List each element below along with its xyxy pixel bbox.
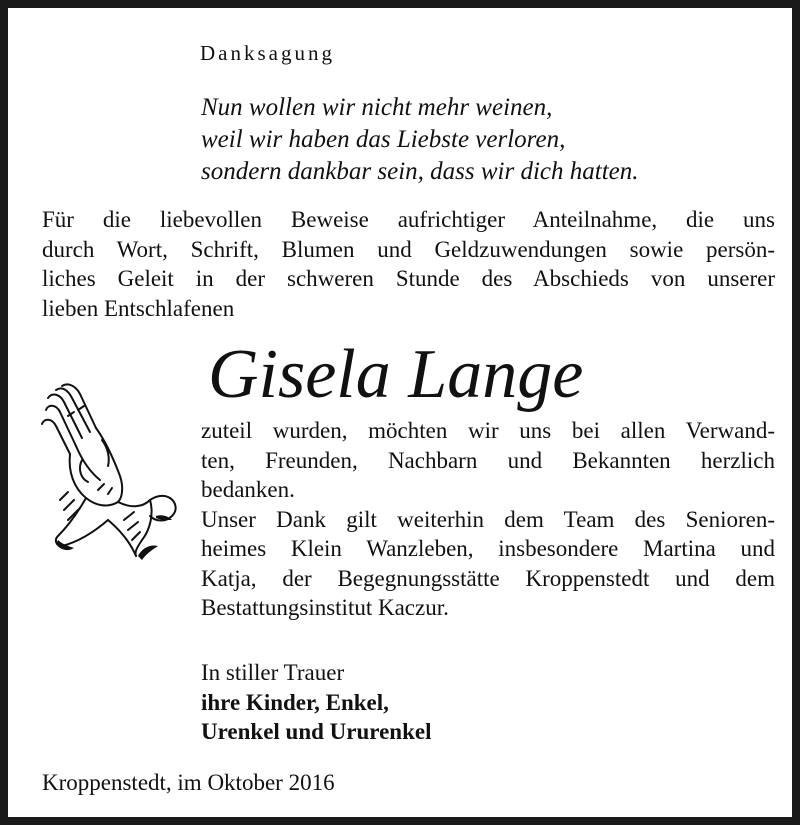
poem: [201, 92, 639, 188]
deceased-name: Gisela Lange: [208, 336, 584, 413]
thanks-line: Unser Dank gilt weiterhin dem Team des Senioren-: [201, 506, 775, 532]
intro-line: durch Wort, Schrift, Blumen und Geldzuwendungen sowie persön-: [42, 236, 775, 262]
signature-block: [201, 658, 431, 747]
thanks-line: Katja, der Begegnungsstätte Kroppenstedt und dem: [201, 565, 775, 591]
poem-line: sondern dankbar sein, dass wir dich hatten.: [201, 158, 639, 185]
signatory-line: ihre Kinder, Enkel,: [201, 689, 389, 715]
closing-phrase: In stiller Trauer: [201, 660, 345, 685]
poem-line: weil wir haben das Liebste verloren,: [201, 126, 566, 153]
intro-paragraph: [42, 205, 775, 323]
thanks-paragraph: [201, 416, 775, 623]
thanks-line: ten, Freunden, Nachbarn und Bekannten herzlich: [201, 447, 775, 473]
poem-line: Nun wollen wir nicht mehr weinen,: [201, 94, 553, 121]
signatory-line: Urenkel und Ururenkel: [201, 719, 432, 744]
intro-line: lieben Entschlafenen: [42, 295, 235, 321]
notice-heading: Danksagung: [200, 41, 335, 65]
thanks-line: zuteil wurden, möchten wir uns bei allen Verwand-: [201, 418, 775, 443]
intro-line: Für die liebevollen Beweise aufrichtiger Anteilnahme, die uns: [42, 207, 775, 232]
thanks-line: heimes Klein Wanzleben, insbesondere Martina und: [201, 536, 775, 561]
place-date: Kroppenstedt, im Oktober 2016: [42, 770, 335, 795]
intro-line: liches Geleit in der schweren Stunde des Abschieds von unserer: [42, 266, 775, 291]
praying-hands-icon: [38, 380, 186, 568]
thanks-line: Bestattungsinstitut Kaczur.: [201, 595, 449, 620]
thanks-line: bedanken.: [201, 477, 295, 502]
